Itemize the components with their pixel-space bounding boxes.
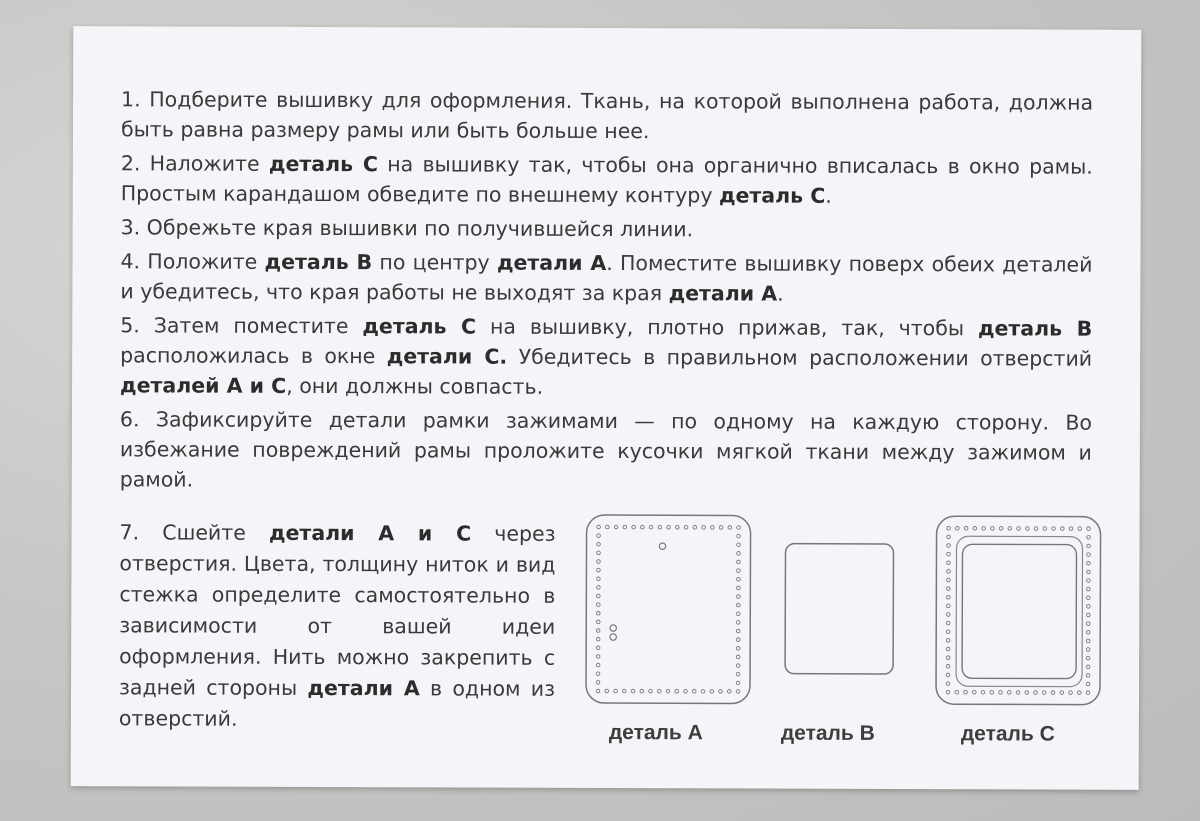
hole-dot <box>1087 587 1091 591</box>
bold-term: деталь В <box>264 249 373 275</box>
step-text: Убедитесь в правильном расположении отверстий <box>507 344 1093 371</box>
hole-dot <box>947 570 951 574</box>
label-part-a: деталь А <box>608 721 703 745</box>
step-text: Положите <box>140 249 265 274</box>
hole-dot <box>991 527 995 531</box>
hole-dot <box>1086 682 1090 686</box>
hole-dot <box>946 656 950 660</box>
step-text: , они должны совпасть. <box>286 373 544 399</box>
hole-dot <box>1086 622 1090 626</box>
hole-dot <box>1087 596 1091 600</box>
hole-dot <box>667 525 671 529</box>
hole-dot <box>947 526 951 530</box>
hole-dot <box>1017 527 1021 531</box>
hole-dot <box>631 689 635 693</box>
hole-dot <box>736 681 740 685</box>
hole-dot <box>737 586 741 590</box>
hole-dot <box>1087 536 1091 540</box>
hole-dot <box>736 672 740 676</box>
hole-dot <box>1042 691 1046 695</box>
hole-dot <box>684 525 688 529</box>
part-b-drawing <box>785 544 893 674</box>
hole-dot <box>597 542 601 546</box>
hole-dot <box>649 689 653 693</box>
hole-dot <box>946 639 950 643</box>
step-text: по центру <box>372 250 498 275</box>
bold-term: детали А и С <box>268 520 472 546</box>
hole-dot <box>737 603 741 607</box>
hole-dot <box>675 689 679 693</box>
hole-dot <box>596 620 600 624</box>
step-text: через отверстия. Цвета, толщину ниток и вид стежка определите самостоятельно в зависимости от вашей идеи оформления. Нить можно закрепить с задней стороны <box>118 521 556 700</box>
hole-dot <box>622 689 626 693</box>
hole-dot <box>737 560 741 564</box>
hole-dot <box>1087 544 1091 548</box>
step-text: в одном из отверстий. <box>118 676 556 731</box>
hole-dot <box>946 613 950 617</box>
bold-term: деталь С <box>268 151 379 177</box>
hole-dot <box>1007 691 1011 695</box>
hole-dot <box>649 525 653 529</box>
hole-dot <box>658 525 662 529</box>
hole-dot <box>596 655 600 659</box>
hole-dot <box>990 691 994 695</box>
hole-dot <box>1086 630 1090 634</box>
hole-dot <box>1086 648 1090 652</box>
hole-dot <box>692 690 696 694</box>
hole-dot <box>702 526 706 530</box>
instruction-card <box>71 26 1142 790</box>
step-4 <box>120 246 1092 309</box>
hole-dot <box>947 604 951 608</box>
step-number: 2. <box>120 151 141 176</box>
hole-dot <box>946 630 950 634</box>
hole-dot <box>596 681 600 685</box>
hole-dot <box>1051 691 1055 695</box>
hole-dot <box>973 526 977 530</box>
hole-dot <box>596 629 600 633</box>
hole-dot <box>736 690 740 694</box>
hole-dot <box>666 689 670 693</box>
hole-dot <box>693 526 697 530</box>
hole-dot <box>614 689 618 693</box>
hole-dot <box>946 682 950 686</box>
hole-dot <box>597 586 601 590</box>
hole-dot <box>1016 691 1020 695</box>
step-text: Обрежьте края вышивки по получившейся линии. <box>140 215 694 242</box>
hole-dot <box>701 690 705 694</box>
hole-dot <box>946 673 950 677</box>
step-text: . <box>777 281 784 306</box>
part-diagrams <box>571 513 1112 765</box>
hole-dot <box>972 690 976 694</box>
hole-dot <box>614 525 618 529</box>
hole-dot <box>946 664 950 668</box>
hole-dot <box>597 603 601 607</box>
hole-dot <box>1043 527 1047 531</box>
hole-dot <box>981 691 985 695</box>
hole-dot <box>999 691 1003 695</box>
hole-dot <box>1086 639 1090 643</box>
step-number: 1. <box>121 87 141 112</box>
hole-dot <box>736 629 740 633</box>
hole-dot <box>736 646 740 650</box>
hole-dot <box>737 569 741 573</box>
hole-dot <box>737 595 741 599</box>
step-text: Зафиксируйте детали рамки зажимами — по одному на каждую сторону. Во избежание повреждений рамы проложите кусочки мягкой ткани между зажимом и рамой. <box>119 407 1092 492</box>
hole-dot <box>597 594 601 598</box>
hole-dot <box>596 672 600 676</box>
step-text: Наложите <box>140 151 269 176</box>
part-a-drawing <box>586 515 751 704</box>
hole-dot <box>946 647 950 651</box>
hole-dot <box>1087 570 1091 574</box>
step-number: 3. <box>120 215 141 240</box>
hole-dot <box>1087 561 1091 565</box>
hole-dot <box>727 690 731 694</box>
hole-dot <box>947 578 951 582</box>
label-part-b: деталь В <box>780 721 875 745</box>
hole-dot <box>946 690 950 694</box>
step-6 <box>120 404 1092 497</box>
step-text: Затем поместите <box>139 313 363 339</box>
hole-dot <box>1087 579 1091 583</box>
bold-term: деталь С <box>718 183 826 208</box>
bold-term: деталей А и С <box>120 373 287 398</box>
hole-dot <box>946 621 950 625</box>
hole-dot <box>737 534 741 538</box>
step-number: 6. <box>119 407 140 432</box>
hole-dot <box>947 544 951 548</box>
hole-dot <box>999 527 1003 531</box>
hole-dot <box>640 689 644 693</box>
hole-dot <box>676 525 680 529</box>
hole-dot <box>711 526 715 530</box>
hole-dot <box>719 690 723 694</box>
hole-dot <box>737 577 741 581</box>
hole-dot <box>947 587 951 591</box>
hole-dot <box>736 612 740 616</box>
step-number: 4. <box>120 249 141 274</box>
hole-dot <box>947 552 951 556</box>
step-2 <box>121 148 1093 211</box>
hole-dot <box>605 689 609 693</box>
step-text: на вышивку, плотно прижав, так, чтобы <box>476 314 979 341</box>
hole-dot <box>1069 691 1073 695</box>
hole-dot <box>1086 691 1090 695</box>
hole-dot <box>596 646 600 650</box>
hole-dot <box>737 552 741 556</box>
hole-dot <box>964 526 968 530</box>
hole-dot <box>719 526 723 530</box>
hole-dot <box>1069 527 1073 531</box>
step-number: 5. <box>120 313 140 338</box>
hole-dot <box>596 637 600 641</box>
bold-term: детали С. <box>386 344 508 369</box>
step-text: Сшейте <box>139 520 270 545</box>
hole-dot <box>982 527 986 531</box>
hole-dot <box>597 560 601 564</box>
hole-dot <box>947 561 951 565</box>
hole-dot <box>964 690 968 694</box>
step-text: Подберите вышивку для оформления. Ткань, на которой выполнена работа, должна быть равна размеру рамы или быть больше нее. <box>120 87 1094 144</box>
part-c-drawing <box>936 516 1101 705</box>
step-1 <box>121 84 1093 147</box>
label-part-c: деталь С <box>960 722 1055 746</box>
step-number: 7. <box>119 520 140 545</box>
hole-dot <box>623 525 627 529</box>
hole-dot <box>596 689 600 693</box>
hole-dot <box>736 638 740 642</box>
hole-dot <box>606 525 610 529</box>
hole-dot <box>1077 691 1081 695</box>
bold-term: детали А <box>668 281 778 306</box>
step-text: расположилась в окне <box>120 343 387 369</box>
hole-dot <box>597 534 601 538</box>
bold-term: деталь В <box>977 316 1093 341</box>
hole-dot <box>596 663 600 667</box>
step-7 <box>119 517 556 736</box>
hole-dot <box>710 690 714 694</box>
hole-dot <box>1086 656 1090 660</box>
hole-dot <box>1060 691 1064 695</box>
step-5 <box>120 310 1092 403</box>
hole-dot <box>597 568 601 572</box>
hole-dot <box>657 689 661 693</box>
step-text: . Поместите вышивку поверх обеих деталей и убедитесь, что края работы не выходят за края <box>120 251 1093 306</box>
hole-dot <box>1025 691 1029 695</box>
hole-dot <box>1034 527 1038 531</box>
step-text: . <box>825 183 832 208</box>
hole-dot <box>955 690 959 694</box>
hole-dot <box>632 525 636 529</box>
bold-term: деталь С <box>362 314 477 339</box>
hole-dot <box>736 655 740 659</box>
hole-dot <box>1087 553 1091 557</box>
hole-dot <box>737 543 741 547</box>
hole-dot <box>1026 527 1030 531</box>
step-text: на вышивку так, чтобы она органично вписалась в окно рамы. Простым карандашом обведите по внешнему контуру <box>120 152 1093 208</box>
hole-dot <box>956 526 960 530</box>
hole-dot <box>597 551 601 555</box>
hole-dot <box>1034 691 1038 695</box>
hole-dot <box>736 664 740 668</box>
bold-term: детали А <box>307 675 420 701</box>
hole-dot <box>597 525 601 529</box>
hole-dot <box>728 526 732 530</box>
hole-dot <box>736 621 740 625</box>
hole-dot <box>1078 527 1082 531</box>
hole-dot <box>641 525 645 529</box>
hole-dot <box>1052 527 1056 531</box>
hole-dot <box>947 595 951 599</box>
hole-dot <box>1087 605 1091 609</box>
instructions-text <box>120 84 1093 501</box>
step-3 <box>121 212 1093 245</box>
parts-drawing <box>571 513 1112 715</box>
step-7-text <box>119 517 556 736</box>
hole-dot <box>1086 665 1090 669</box>
hole-dot <box>1061 527 1065 531</box>
bold-term: детали А <box>496 250 607 275</box>
hole-dot <box>737 526 741 530</box>
hole-dot <box>947 535 951 539</box>
hole-dot <box>684 689 688 693</box>
hole-dot <box>1008 527 1012 531</box>
hole-dot <box>1086 674 1090 678</box>
hole-dot <box>596 611 600 615</box>
hole-dot <box>1087 527 1091 531</box>
hole-dot <box>597 577 601 581</box>
hole-dot <box>1086 613 1090 617</box>
